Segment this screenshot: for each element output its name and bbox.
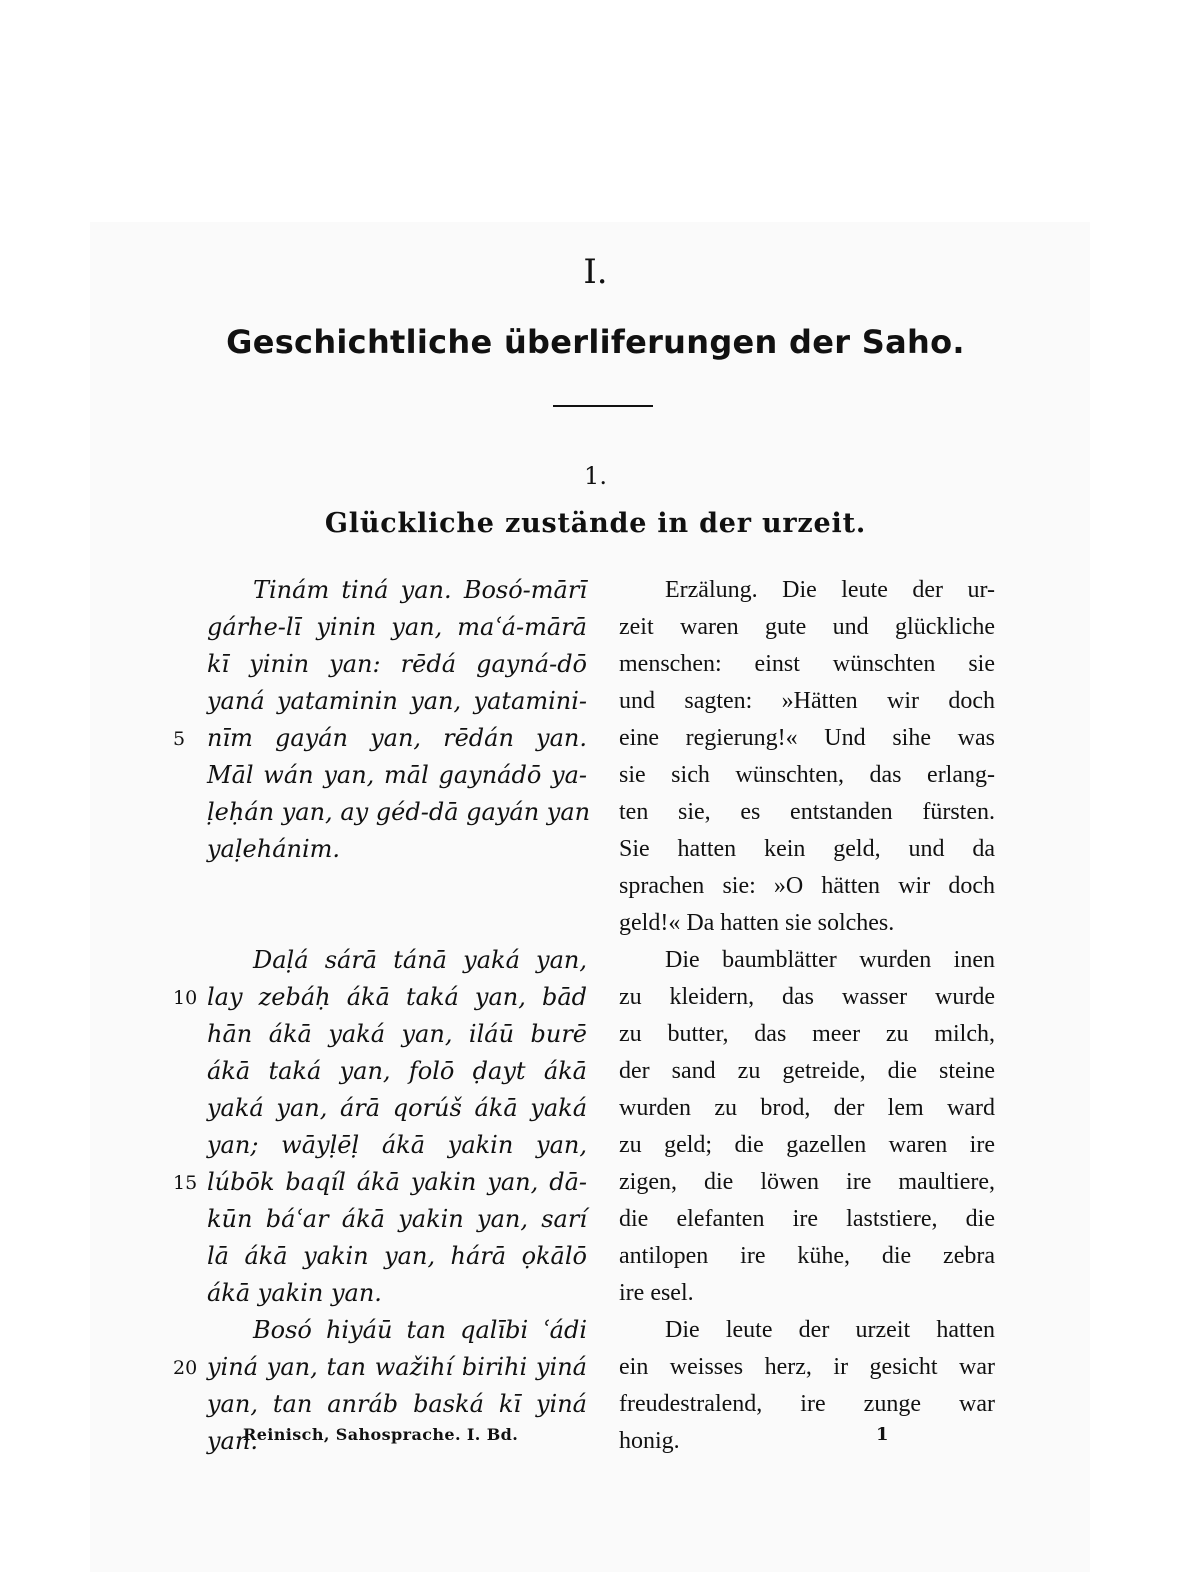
saho-text-line: yaḷehánim. bbox=[207, 835, 341, 863]
saho-text-line: nīm gayán yan, rēdán yan. bbox=[207, 724, 587, 752]
translation-line: ein weisses herz, ir gesicht war bbox=[619, 1354, 995, 1380]
saho-text-line: ḷeḥán yan, ay géd-dā gayán yan bbox=[207, 798, 591, 826]
saho-text-line: yiná yan, tan wažihí birihi yiná bbox=[207, 1353, 587, 1381]
translation-line: ten sie, es entstanden fürsten. bbox=[619, 799, 995, 825]
saho-text-line: yan. bbox=[207, 1427, 258, 1455]
saho-text-line: yan; wāyḷēḷ ákā yakin yan, bbox=[207, 1131, 587, 1159]
saho-text-line: hān ákā yaká yan, iláū burē bbox=[207, 1020, 587, 1048]
saho-text-line: yaná yataminin yan, yatamini- bbox=[207, 687, 587, 715]
translation-line: zeit waren gute und glückliche bbox=[619, 614, 995, 640]
saho-text-line: yan, tan anráb baská kī yiná bbox=[207, 1390, 587, 1418]
translation-line: eine regierung!« Und sihe was bbox=[619, 725, 995, 751]
saho-text-line: lúbōk baqíl ákā yakin yan, dā- bbox=[207, 1168, 587, 1196]
page-number: 1 bbox=[876, 1424, 889, 1445]
saho-text-line: Daḷá sárā tánā yaká yan, bbox=[253, 946, 587, 974]
saho-text-line bbox=[207, 868, 587, 905]
german-translation-column bbox=[619, 572, 995, 1460]
translation-line: die elefanten ire laststiere, die bbox=[619, 1206, 995, 1232]
translation-line: wurden zu brod, der lem ward bbox=[619, 1095, 995, 1121]
translation-line: und sagten: »Hätten wir doch bbox=[619, 688, 995, 714]
saho-text-line: kūn báʿar ákā yakin yan, sarí bbox=[207, 1205, 587, 1233]
translation-line: sie sich wünschten, das erlang- bbox=[619, 762, 995, 788]
saho-text-line: kī yinin yan: rēdá gayná-dō bbox=[207, 650, 587, 678]
section-number: 1. bbox=[584, 462, 607, 490]
translation-line: ire esel. bbox=[619, 1280, 694, 1306]
saho-text-line: ákā yakin yan. bbox=[207, 1279, 382, 1307]
saho-text-line: lā ákā yakin yan, hárā ọkālō bbox=[207, 1242, 587, 1270]
translation-line: Erzälung. Die leute der ur- bbox=[665, 577, 995, 603]
saho-text-line: gárhe-lī yinin yan, maʿá-mārā bbox=[207, 613, 587, 641]
translation-line: menschen: einst wünschten sie bbox=[619, 651, 995, 677]
translation-line: zigen, die löwen ire maultiere, bbox=[619, 1169, 995, 1195]
footer-signature: Reinisch, Sahosprache. I. Bd. bbox=[243, 1425, 519, 1444]
translation-line: antilopen ire kühe, die zebra bbox=[619, 1243, 995, 1269]
section-title: Glückliche zustände in der urzeit. bbox=[324, 508, 867, 539]
saho-text-line: Māl wán yan, māl gaynádō ya- bbox=[207, 761, 587, 789]
saho-text-line: lay zebáḥ ákā taká yan, bād bbox=[207, 983, 587, 1011]
saho-text-line: Bosó hiyáū tan qalībi ʿádi bbox=[253, 1316, 587, 1344]
saho-text-line: Tinám tiná yan. Bosó-mārī bbox=[253, 576, 587, 604]
translation-line: zu geld; die gazellen waren ire bbox=[619, 1132, 995, 1158]
translation-line: zu butter, das meer zu milch, bbox=[619, 1021, 995, 1047]
chapter-number: I. bbox=[583, 252, 608, 292]
saho-text-line: yaká yan, árā qorúš ákā yaká bbox=[207, 1094, 587, 1122]
title-divider bbox=[553, 405, 653, 407]
saho-text-column bbox=[207, 572, 591, 1460]
translation-line: Sie hatten kein geld, und da bbox=[619, 836, 995, 862]
translation-line: Die leute der urzeit hatten bbox=[665, 1317, 995, 1343]
line-number: 5 bbox=[173, 728, 186, 750]
saho-text-line bbox=[207, 905, 587, 942]
translation-line: zu kleidern, das wasser wurde bbox=[619, 984, 995, 1010]
translation-line: geld!« Da hatten sie solches. bbox=[619, 910, 895, 936]
translation-line: freudestralend, ire zunge war bbox=[619, 1391, 995, 1417]
translation-line: Die baumblätter wurden inen bbox=[665, 947, 995, 973]
chapter-title: Geschichtliche überliferungen der Saho. bbox=[226, 323, 965, 361]
line-number: 20 bbox=[173, 1357, 198, 1379]
translation-line: der sand zu getreide, die steine bbox=[619, 1058, 995, 1084]
line-number: 15 bbox=[173, 1172, 198, 1194]
translation-line: sprachen sie: »O hätten wir doch bbox=[619, 873, 995, 899]
translation-line: honig. bbox=[619, 1428, 680, 1454]
saho-text-line: ákā taká yan, folō ḍayt ákā bbox=[207, 1057, 587, 1085]
line-number: 10 bbox=[173, 987, 198, 1009]
